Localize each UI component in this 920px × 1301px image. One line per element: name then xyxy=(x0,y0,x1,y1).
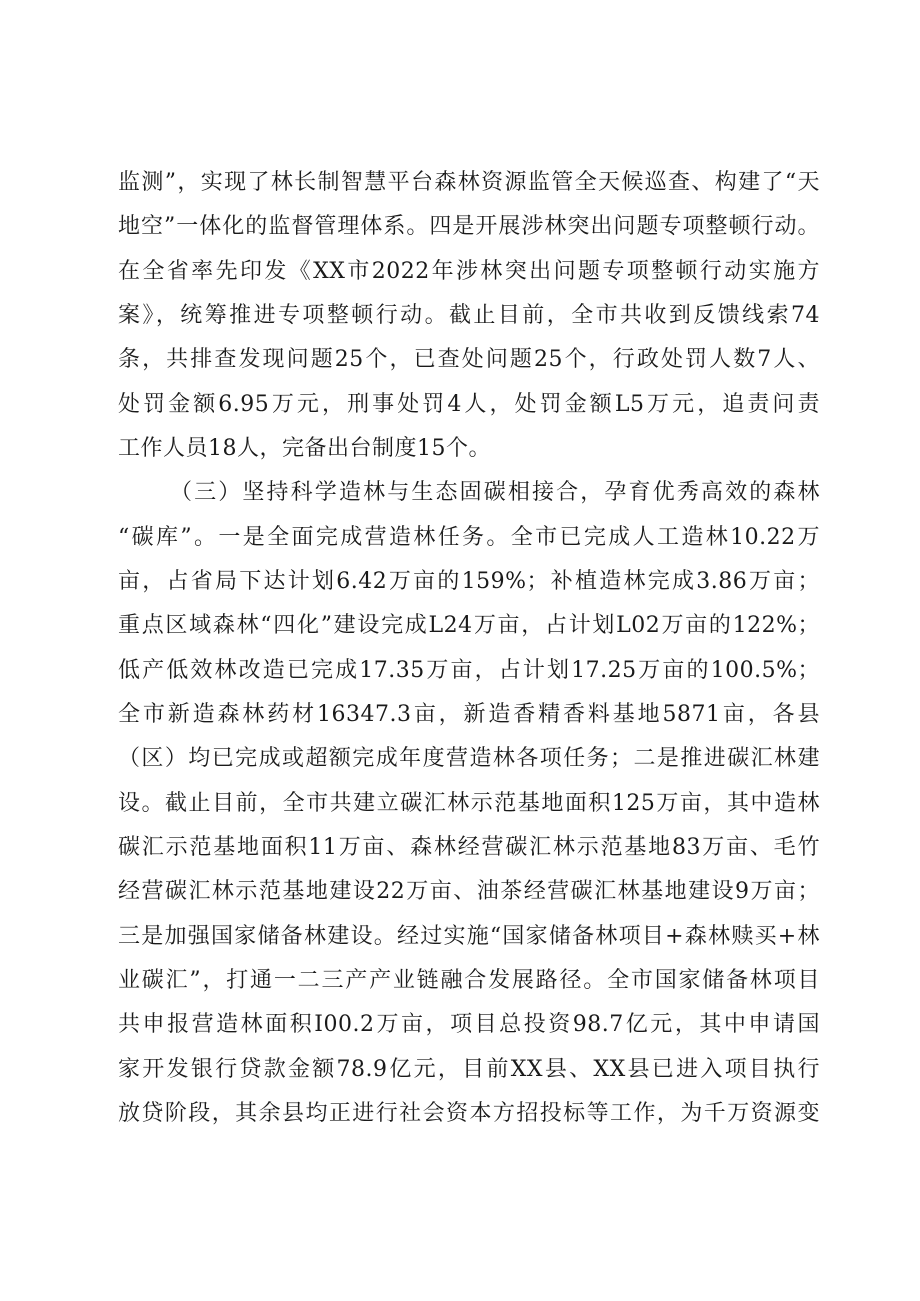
text-line: 处罚金额6.95万元，刑事处罚4人，处罚金额L5万元，追责问责 xyxy=(118,392,820,417)
text-line: 工作人员18人，完备出台制度15个。 xyxy=(118,436,491,461)
text-line: 在全省率先印发《XX市2022年涉林突出问题专项整顿行动实施方 xyxy=(118,259,820,284)
text-line: 重点区域森林“四化”建设完成L24万亩，占计划L02万亩的122%； xyxy=(118,613,820,638)
text-line: 监测”，实现了林长制智慧平台森林资源监管全天候巡查、构建了“天 xyxy=(118,170,820,195)
text-line: 放贷阶段，其余县均正进行社会资本方招投标等工作，为千万资源变 xyxy=(118,1101,820,1126)
text-line: 低产低效林改造已完成17.35万亩，占计划17.25万亩的100.5%； xyxy=(118,658,820,683)
text-line: 碳汇示范基地面积11万亩、森林经营碳汇林示范基地83万亩、毛竹 xyxy=(118,835,820,860)
text-line: 案》，统筹推进专项整顿行动。截止目前，全市共收到反馈线索74 xyxy=(118,303,820,328)
text-line: （区）均已完成或超额完成年度营造林各项任务；二是推进碳汇林建 xyxy=(118,746,820,771)
text-line: 业碳汇”，打通一二三产产业链融合发展路径。全市国家储备林项目 xyxy=(118,968,820,993)
text-line: 条，共排查发现问题25个，已查处问题25个，行政处罚人数7人、 xyxy=(118,347,820,372)
text-line: 家开发银行贷款金额78.9亿元，目前XX县、XX县已进入项目执行 xyxy=(118,1057,820,1082)
text-line: “碳库”。一是全面完成营造林任务。全市已完成人工造林10.22万 xyxy=(118,525,820,550)
text-line: 设。截止目前，全市共建立碳汇林示范基地面积125万亩，其中造林 xyxy=(118,791,820,816)
text-line: 地空”一体化的监督管理体系。四是开展涉林突出问题专项整顿行动。 xyxy=(118,214,820,239)
text-line: 三是加强国家储备林建设。经过实施“国家储备林项目+森林赎买+林 xyxy=(118,924,820,949)
text-line: 全市新造森林药材16347.3亩，新造香精香料基地5871亩，各县 xyxy=(118,702,820,727)
text-line: 亩，占省局下达计划6.42万亩的159%；补植造林完成3.86万亩； xyxy=(118,569,820,594)
text-line: 经营碳汇林示范基地建设22万亩、油茶经营碳汇林基地建设9万亩； xyxy=(118,879,820,904)
section-heading-line: （三）坚持科学造林与生态固碳相接合，孕育优秀高效的森林 xyxy=(170,480,820,505)
text-line: 共申报营造林面积I00.2万亩，项目总投资98.7亿元，其中申请国 xyxy=(118,1012,820,1037)
